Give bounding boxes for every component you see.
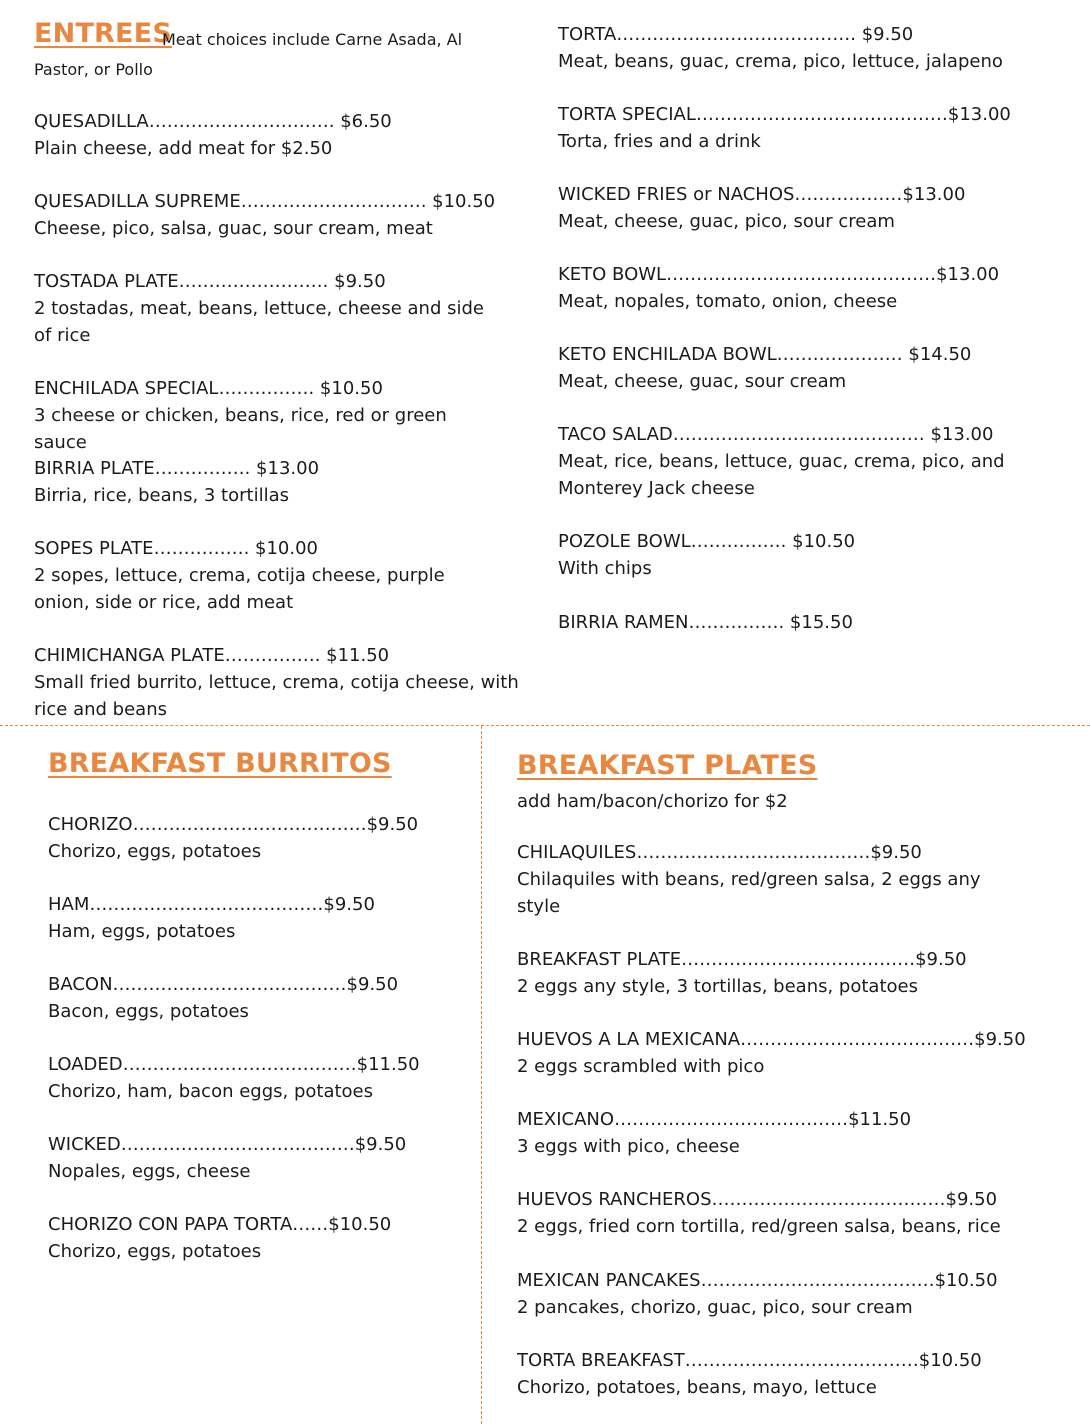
menu-item-chimichanga-plate bbox=[34, 642, 519, 723]
item-name: CHORIZO bbox=[48, 814, 133, 835]
menu-item-mexicano bbox=[517, 1106, 1057, 1160]
item-name: KETO BOWL bbox=[558, 264, 667, 285]
item-dots: …………… bbox=[154, 458, 245, 479]
item-description: Meat, cheese, guac, sour cream bbox=[558, 371, 847, 392]
item-price: $9.50 bbox=[870, 842, 922, 863]
item-description: Ham, eggs, potatoes bbox=[48, 921, 236, 942]
item-description: Chorizo, eggs, potatoes bbox=[48, 841, 262, 862]
item-name: CHIMICHANGA PLATE bbox=[34, 645, 225, 666]
item-description: 3 cheese or chicken, beans, rice, red or green sauce bbox=[34, 405, 447, 453]
item-dots: ……………… bbox=[794, 184, 903, 205]
item-price: . $10.50 bbox=[420, 191, 496, 212]
item-description: 2 eggs any style, 3 tortillas, beans, potatoes bbox=[517, 976, 918, 997]
menu-item-torta-special bbox=[558, 101, 1058, 155]
item-name: BIRRIA PLATE bbox=[34, 458, 155, 479]
entrees-note-line1: Meat choices include Carne Asada, Al bbox=[162, 30, 463, 49]
item-price: $13.00 bbox=[902, 184, 966, 205]
item-name: ENCHILADA SPECIAL bbox=[34, 378, 219, 399]
item-price: $13.00 bbox=[936, 264, 1000, 285]
item-price: . $6.50 bbox=[328, 111, 392, 132]
item-dots: ………………………………… bbox=[740, 1029, 975, 1050]
menu-item-torta-breakfast bbox=[517, 1347, 1057, 1401]
menu-item-quesadilla-supreme bbox=[34, 188, 504, 242]
menu-item-birria-ramen bbox=[558, 609, 1058, 636]
item-price: $10.50 bbox=[918, 1350, 982, 1371]
menu-item-keto-bowl bbox=[558, 261, 1058, 315]
item-price: $14.50 bbox=[902, 344, 972, 365]
breakfast-burritos-heading: BREAKFAST BURRITOS bbox=[48, 748, 392, 779]
item-price: $9.50 bbox=[323, 894, 375, 915]
item-description: Meat, rice, beans, lettuce, guac, crema, pico, and Monterey Jack cheese bbox=[558, 451, 1005, 499]
menu-item-huevos-a-la-mexicana bbox=[517, 1026, 1057, 1080]
item-name: CHORIZO CON PAPA TORTA bbox=[48, 1214, 293, 1235]
item-dots: ………………………… bbox=[148, 111, 329, 132]
item-description: Meat, beans, guac, crema, pico, lettuce, jalapeno bbox=[558, 51, 1003, 72]
item-name: WICKED FRIES or NACHOS bbox=[558, 184, 795, 205]
item-description: Small fried burrito, lettuce, crema, cotija cheese, with rice and beans bbox=[34, 672, 519, 720]
menu-item-bacon-burrito bbox=[48, 971, 468, 1025]
item-dots: ………………………………… bbox=[89, 894, 324, 915]
item-dots: ……………………………………… bbox=[666, 264, 937, 285]
menu-item-tostada-plate bbox=[34, 268, 504, 349]
item-description: Nopales, eggs, cheese bbox=[48, 1161, 251, 1182]
item-name: HUEVOS RANCHEROS bbox=[517, 1189, 712, 1210]
item-description: Chorizo, potatoes, beans, mayo, lettuce bbox=[517, 1377, 877, 1398]
item-dots: …………… bbox=[690, 531, 781, 552]
menu-item-taco-salad bbox=[558, 421, 1058, 502]
item-price: $9.50 bbox=[366, 814, 419, 835]
item-price: . $9.50 bbox=[322, 271, 386, 292]
item-dots: …… bbox=[292, 1214, 329, 1235]
menu-item-wicked-fries-nachos bbox=[558, 181, 1058, 235]
item-description: Torta, fries and a drink bbox=[558, 131, 761, 152]
item-description: 2 eggs, fried corn tortilla, red/green salsa, beans, rice bbox=[517, 1216, 1001, 1237]
item-price: $10.50 bbox=[934, 1270, 998, 1291]
item-name: BREAKFAST PLATE bbox=[517, 949, 682, 970]
item-description: 2 sopes, lettuce, crema, cotija cheese, purple onion, side or rice, add meat bbox=[34, 565, 445, 613]
section-divider-horizontal bbox=[0, 725, 1090, 726]
item-name: TORTA BREAKFAST bbox=[517, 1350, 685, 1371]
item-name: TOSTADA PLATE bbox=[34, 271, 179, 292]
item-price: . $11.50 bbox=[314, 645, 390, 666]
menu-item-pozole-bowl bbox=[558, 528, 1058, 582]
menu-item-mexican-pancakes bbox=[517, 1267, 1057, 1321]
item-price: . $13.00 bbox=[244, 458, 320, 479]
item-name: HUEVOS A LA MEXICANA bbox=[517, 1029, 741, 1050]
item-name: CHILAQUILES bbox=[517, 842, 637, 863]
menu-item-chilaquiles bbox=[517, 839, 987, 920]
item-description: Meat, cheese, guac, pico, sour cream bbox=[558, 211, 895, 232]
item-dots: ………………………………… bbox=[616, 24, 851, 45]
item-name: TORTA bbox=[558, 24, 617, 45]
section-divider-vertical bbox=[481, 726, 482, 1424]
item-description: 3 eggs with pico, cheese bbox=[517, 1136, 740, 1157]
menu-item-huevos-rancheros bbox=[517, 1186, 1057, 1240]
item-dots: …………………… bbox=[178, 271, 323, 292]
item-price: $9.50 bbox=[945, 1189, 998, 1210]
item-description: 2 tostadas, meat, beans, lettuce, cheese and side of rice bbox=[34, 298, 484, 346]
item-dots: …………… bbox=[224, 645, 315, 666]
item-name: SOPES PLATE bbox=[34, 538, 154, 559]
item-description: 2 eggs scrambled with pico bbox=[517, 1056, 765, 1077]
breakfast-plates-note: add ham/bacon/chorizo for $2 bbox=[517, 791, 788, 812]
item-name: QUESADILLA bbox=[34, 111, 149, 132]
menu-item-breakfast-plate bbox=[517, 946, 1057, 1000]
item-price: $9.50 bbox=[974, 1029, 1026, 1050]
breakfast-plates-heading: BREAKFAST PLATES bbox=[517, 750, 818, 781]
item-dots: ………………………………… bbox=[122, 1054, 357, 1075]
item-price: . $10.50 bbox=[308, 378, 383, 399]
item-dots: ………………………… bbox=[240, 191, 421, 212]
item-price: $11.50 bbox=[848, 1109, 912, 1130]
item-description: Chilaquiles with beans, red/green salsa, 2 eggs any style bbox=[517, 869, 981, 917]
item-dots: ………………………………… bbox=[112, 974, 347, 995]
item-price: $10.50 bbox=[328, 1214, 392, 1235]
item-dots: …………… bbox=[153, 538, 244, 559]
item-description: Plain cheese, add meat for $2.50 bbox=[34, 138, 333, 159]
item-dots: ………………………………… bbox=[132, 814, 367, 835]
item-dots: …………… bbox=[218, 378, 309, 399]
item-description: Bacon, eggs, potatoes bbox=[48, 1001, 249, 1022]
menu-item-torta bbox=[558, 21, 1058, 75]
item-name: HAM bbox=[48, 894, 90, 915]
item-name: MEXICANO bbox=[517, 1109, 615, 1130]
item-description: 2 pancakes, chorizo, guac, pico, sour cream bbox=[517, 1297, 913, 1318]
item-name: WICKED bbox=[48, 1134, 121, 1155]
menu-item-ham-burrito bbox=[48, 891, 468, 945]
item-name: TACO SALAD bbox=[558, 424, 673, 445]
item-dots: …………… bbox=[688, 612, 779, 633]
menu-item-chorizo-burrito bbox=[48, 811, 468, 865]
item-dots: ………………………………… bbox=[700, 1270, 935, 1291]
menu-item-sopes-plate bbox=[34, 535, 504, 616]
item-dots: ………………………………… bbox=[711, 1189, 946, 1210]
entrees-heading: ENTREES bbox=[34, 18, 172, 49]
item-price: $11.50 bbox=[356, 1054, 420, 1075]
menu-item-quesadilla bbox=[34, 108, 504, 162]
item-price: . $9.50 bbox=[850, 24, 914, 45]
item-dots: ………………………………… bbox=[681, 949, 916, 970]
item-price: $13.00 bbox=[924, 424, 994, 445]
item-name: BACON bbox=[48, 974, 113, 995]
item-name: LOADED bbox=[48, 1054, 123, 1075]
item-description: Birria, rice, beans, 3 tortillas bbox=[34, 485, 289, 506]
item-dots: ………………………………… bbox=[120, 1134, 355, 1155]
item-description: Chorizo, eggs, potatoes bbox=[48, 1241, 262, 1262]
menu-item-birria-plate bbox=[34, 455, 504, 509]
item-price: $9.50 bbox=[915, 949, 967, 970]
item-dots: ………………………………… bbox=[684, 1350, 919, 1371]
item-name: KETO ENCHILADA BOWL bbox=[558, 344, 777, 365]
entrees-note-line2: Pastor, or Pollo bbox=[34, 60, 153, 79]
item-price: $9.50 bbox=[354, 1134, 407, 1155]
item-dots: …………………………………… bbox=[672, 424, 925, 445]
item-dots: ………………………………… bbox=[614, 1109, 849, 1130]
item-name: BIRRIA RAMEN bbox=[558, 612, 689, 633]
item-description: With chips bbox=[558, 558, 652, 579]
item-dots: ………………… bbox=[776, 344, 903, 365]
item-price: . $15.50 bbox=[778, 612, 853, 633]
item-dots: ………………………………… bbox=[636, 842, 871, 863]
menu-item-keto-enchilada-bowl bbox=[558, 341, 1058, 395]
menu-item-wicked-burrito bbox=[48, 1131, 468, 1185]
item-price: $9.50 bbox=[346, 974, 399, 995]
menu-item-chorizo-con-papa-torta bbox=[48, 1211, 468, 1265]
menu-item-loaded-burrito bbox=[48, 1051, 468, 1105]
item-price: . $10.00 bbox=[243, 538, 318, 559]
item-price: . $10.50 bbox=[780, 531, 856, 552]
item-name: QUESADILLA SUPREME bbox=[34, 191, 241, 212]
menu-item-enchilada-special bbox=[34, 375, 504, 456]
item-description: Meat, nopales, tomato, onion, cheese bbox=[558, 291, 898, 312]
item-dots: …………………………………… bbox=[695, 104, 948, 125]
item-name: TORTA SPECIAL bbox=[558, 104, 696, 125]
item-name: POZOLE BOWL bbox=[558, 531, 691, 552]
item-name: MEXICAN PANCAKES bbox=[517, 1270, 701, 1291]
item-price: $13.00 bbox=[947, 104, 1011, 125]
item-description: Cheese, pico, salsa, guac, sour cream, meat bbox=[34, 218, 433, 239]
item-description: Chorizo, ham, bacon eggs, potatoes bbox=[48, 1081, 374, 1102]
